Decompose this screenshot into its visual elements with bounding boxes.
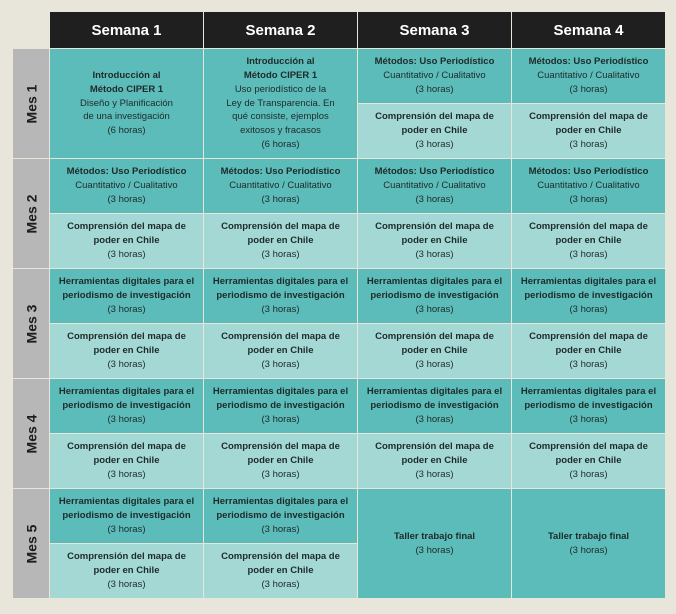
session-title: poder en Chile — [401, 345, 468, 357]
session-cell — [50, 49, 203, 158]
session-title: Método CIPER 1 — [89, 83, 164, 95]
session-title: Comprensión del mapa de — [529, 111, 648, 123]
session-title: periodismo de investigación — [524, 290, 653, 302]
session-description: exitosos y fracasos — [240, 125, 321, 137]
session-description: Cuantitativo / Cualitativo — [229, 180, 332, 192]
month-label — [13, 379, 49, 488]
session-cell — [204, 434, 357, 488]
session-title: Herramientas digitales para el — [520, 276, 657, 288]
session-title: periodismo de investigación — [62, 510, 191, 522]
session-title: Herramientas digitales para el — [58, 276, 195, 288]
session-hours: (3 horas) — [107, 193, 146, 205]
session-cell — [50, 489, 203, 543]
session-title: Comprensión del mapa de — [221, 551, 340, 563]
session-hours: (3 horas) — [261, 413, 300, 425]
session-cell — [358, 49, 511, 103]
session-cell — [512, 434, 665, 488]
session-title: poder en Chile — [555, 455, 622, 467]
month-label — [13, 49, 49, 158]
session-hours: (3 horas) — [569, 138, 608, 150]
session-description: Cuantitativo / Cualitativo — [537, 180, 640, 192]
session-title: periodismo de investigación — [62, 400, 191, 412]
session-hours: (3 horas) — [415, 544, 454, 556]
session-title: Comprensión del mapa de — [375, 111, 494, 123]
session-hours: (3 horas) — [261, 303, 300, 315]
session-title: periodismo de investigación — [524, 400, 653, 412]
session-cell — [512, 104, 665, 158]
session-title: Métodos: Uso Periodístico — [66, 166, 187, 178]
session-title: poder en Chile — [93, 455, 160, 467]
session-cell — [204, 159, 357, 213]
session-title: Introducción al — [246, 56, 315, 68]
session-cell — [50, 379, 203, 433]
session-cell — [512, 379, 665, 433]
session-cell — [50, 159, 203, 213]
session-title: periodismo de investigación — [216, 290, 345, 302]
session-hours: (3 horas) — [569, 248, 608, 260]
session-title: poder en Chile — [93, 565, 160, 577]
session-title: Comprensión del mapa de — [375, 441, 494, 453]
session-cell — [358, 159, 511, 213]
session-hours: (6 horas) — [261, 138, 300, 150]
session-title: Métodos: Uso Periodístico — [528, 56, 649, 68]
session-title: poder en Chile — [401, 235, 468, 247]
session-title: Métodos: Uso Periodístico — [374, 166, 495, 178]
session-cell — [204, 49, 357, 158]
session-hours: (3 horas) — [415, 193, 454, 205]
session-title: Comprensión del mapa de — [375, 221, 494, 233]
session-title: Comprensión del mapa de — [221, 441, 340, 453]
month-label-text: Mes 4 — [23, 414, 40, 453]
session-hours: (3 horas) — [107, 468, 146, 480]
session-title: Comprensión del mapa de — [67, 221, 186, 233]
session-hours: (3 horas) — [569, 193, 608, 205]
session-title: periodismo de investigación — [62, 290, 191, 302]
session-hours: (3 horas) — [107, 413, 146, 425]
session-hours: (3 horas) — [569, 303, 608, 315]
session-title: poder en Chile — [555, 345, 622, 357]
session-hours: (3 horas) — [569, 544, 608, 556]
session-hours: (3 horas) — [415, 83, 454, 95]
session-hours: (3 horas) — [415, 248, 454, 260]
week-header — [204, 12, 357, 48]
session-description: Cuantitativo / Cualitativo — [383, 180, 486, 192]
session-hours: (3 horas) — [415, 138, 454, 150]
session-title: Métodos: Uso Periodístico — [220, 166, 341, 178]
session-hours: (3 horas) — [415, 358, 454, 370]
session-title: Comprensión del mapa de — [529, 331, 648, 343]
session-title: periodismo de investigación — [216, 400, 345, 412]
session-cell — [358, 489, 511, 598]
session-hours: (3 horas) — [107, 303, 146, 315]
session-cell — [358, 214, 511, 268]
session-hours: (3 horas) — [569, 468, 608, 480]
session-title: Herramientas digitales para el — [366, 386, 503, 398]
session-title: poder en Chile — [247, 235, 314, 247]
week-header-label: Semana 3 — [399, 21, 470, 39]
session-hours: (3 horas) — [569, 83, 608, 95]
session-cell — [50, 269, 203, 323]
session-title: poder en Chile — [555, 235, 622, 247]
session-title: Herramientas digitales para el — [212, 386, 349, 398]
session-cell — [50, 434, 203, 488]
month-label — [13, 159, 49, 268]
session-cell — [50, 544, 203, 598]
session-title: Comprensión del mapa de — [67, 331, 186, 343]
month-label-text: Mes 1 — [23, 84, 40, 123]
session-hours: (3 horas) — [107, 248, 146, 260]
session-title: poder en Chile — [555, 125, 622, 137]
session-title: Comprensión del mapa de — [529, 441, 648, 453]
session-hours: (6 horas) — [107, 125, 146, 137]
session-title: Herramientas digitales para el — [212, 496, 349, 508]
session-hours: (3 horas) — [261, 523, 300, 535]
session-cell — [512, 489, 665, 598]
session-title: periodismo de investigación — [216, 510, 345, 522]
session-title: periodismo de investigación — [370, 400, 499, 412]
session-cell — [50, 214, 203, 268]
session-cell — [50, 324, 203, 378]
week-header-label: Semana 4 — [553, 21, 624, 39]
session-hours: (3 horas) — [569, 413, 608, 425]
session-cell — [358, 269, 511, 323]
session-title: periodismo de investigación — [370, 290, 499, 302]
session-description: Cuantitativo / Cualitativo — [383, 70, 486, 82]
session-cell — [512, 269, 665, 323]
session-cell — [204, 489, 357, 543]
session-title: Taller trabajo final — [393, 530, 476, 542]
session-title: Comprensión del mapa de — [221, 331, 340, 343]
session-title: Taller trabajo final — [547, 530, 630, 542]
session-title: poder en Chile — [247, 345, 314, 357]
session-hours: (3 horas) — [107, 358, 146, 370]
session-cell — [512, 324, 665, 378]
session-hours: (3 horas) — [415, 303, 454, 315]
session-cell — [512, 159, 665, 213]
session-title: Herramientas digitales para el — [58, 386, 195, 398]
session-title: Métodos: Uso Periodístico — [528, 166, 649, 178]
session-cell — [358, 434, 511, 488]
session-description: qué consiste, ejemplos — [232, 111, 329, 123]
session-title: Método CIPER 1 — [243, 70, 318, 81]
session-title: poder en Chile — [401, 455, 468, 467]
session-title: Comprensión del mapa de — [375, 331, 494, 343]
session-hours: (3 horas) — [261, 358, 300, 370]
session-title: poder en Chile — [247, 565, 314, 577]
week-header — [50, 12, 203, 48]
month-label-text: Mes 2 — [23, 194, 40, 233]
session-title: Herramientas digitales para el — [520, 386, 657, 398]
month-label-text: Mes 3 — [23, 304, 40, 343]
session-hours: (3 horas) — [415, 413, 454, 425]
session-description: Cuantitativo / Cualitativo — [75, 180, 178, 192]
session-cell — [204, 544, 357, 598]
month-label — [13, 269, 49, 378]
session-cell — [204, 269, 357, 323]
session-hours: (3 horas) — [107, 578, 146, 590]
session-title: Herramientas digitales para el — [212, 276, 349, 288]
session-title: Comprensión del mapa de — [221, 221, 340, 233]
session-cell — [204, 379, 357, 433]
session-cell — [358, 104, 511, 158]
session-title: Herramientas digitales para el — [366, 276, 503, 288]
session-title: poder en Chile — [93, 345, 160, 357]
session-title: Herramientas digitales para el — [58, 496, 195, 508]
session-hours: (3 horas) — [261, 193, 300, 205]
session-description: Uso periodístico de la — [234, 83, 327, 95]
session-cell — [358, 379, 511, 433]
week-header — [512, 12, 665, 48]
session-title: Comprensión del mapa de — [529, 221, 648, 233]
session-title: Comprensión del mapa de — [67, 441, 186, 453]
week-header-label: Semana 2 — [245, 21, 316, 39]
session-cell — [512, 49, 665, 103]
session-title: Introducción al — [92, 70, 161, 81]
month-label-text: Mes 5 — [23, 524, 40, 563]
session-description: Ley de Transparencia. En — [226, 97, 335, 109]
session-hours: (3 horas) — [261, 248, 300, 260]
session-cell — [358, 324, 511, 378]
session-hours: (3 horas) — [569, 358, 608, 370]
session-title: Métodos: Uso Periodístico — [374, 56, 495, 68]
session-title: poder en Chile — [247, 455, 314, 467]
session-title: poder en Chile — [401, 125, 468, 137]
session-title: Comprensión del mapa de — [67, 551, 186, 563]
session-hours: (3 horas) — [261, 468, 300, 480]
week-header-label: Semana 1 — [91, 21, 162, 39]
month-label — [13, 489, 49, 598]
session-description: de una investigación — [83, 111, 170, 123]
session-cell — [204, 214, 357, 268]
session-hours: (3 horas) — [107, 523, 146, 535]
session-hours: (3 horas) — [261, 578, 300, 590]
session-hours: (3 horas) — [415, 468, 454, 480]
session-description: Diseño y Planificación — [80, 97, 173, 109]
session-title: poder en Chile — [93, 235, 160, 247]
session-description: Cuantitativo / Cualitativo — [537, 70, 640, 82]
session-cell — [512, 214, 665, 268]
week-header — [358, 12, 511, 48]
session-cell — [204, 324, 357, 378]
